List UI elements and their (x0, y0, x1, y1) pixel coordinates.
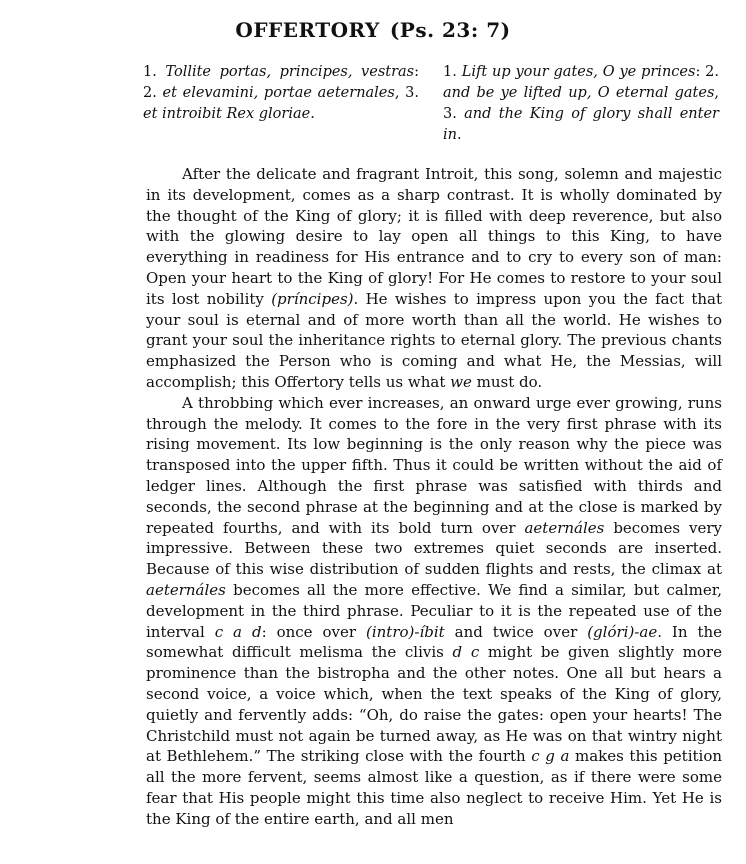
psalm-reference: (Ps. 23: 7) (389, 18, 511, 42)
p2-text-c: becomes very impressive. Between these two extremes quiet seconds are inserted. Because of this wise distribution of sudden flights and rests, the climax at (146, 518, 722, 579)
latin-verse-part-1: Tollite portas, principes, vestras (165, 64, 415, 80)
p2-text-i: and twice over (444, 622, 588, 641)
latin-verse-sep-2: , 3. (394, 85, 419, 101)
english-verse-part-3: and the King of glory shall enter in. (443, 106, 719, 143)
latin-verse-part-2: et elevamini, portae aeternales (162, 85, 395, 101)
p2-aeternales-1: aeternáles (524, 518, 605, 537)
p2-text-k: In the somewhat difficult melisma the clivis (146, 622, 723, 662)
p1-text-e: must do. (471, 372, 543, 391)
commentary-paragraph-2 (146, 393, 722, 830)
p1-text-c: He wishes to impress upon you the fact that your soul is eternal and of more worth than all the world. He wishes to grant your soul the inheritance rights to eternal glory. The previous chants emphasized the Person who is coming and what He, the Messias, will accomplish; this Offertory tells us what (146, 289, 722, 391)
english-verse-sep-1: : 2. (695, 64, 720, 80)
english-verse-column (443, 62, 719, 146)
p1-text-a: After the delicate and fragrant Introit, this song, solemn and majestic in its development, comes as a sharp contrast. It is wholly dominated by the thought of the King of glory; it is filled with deep reverence, but also with the glowing desire to lay open all things to this King, to have everything in readiness for His entrance and to cry to every son of man: Open your heart to the King of glory! For He comes to restore to your soul its lost nobility (146, 165, 722, 308)
english-verse-number: 1. (443, 64, 457, 80)
p2-text-a: A throbbing which ever increases, an onward urge ever growing, runs through the melody. It comes to the fore in the very first phrase with its rising movement. Its low beginning is the only reason why the piece was transposed into the upper fifth. Thus it could be written without the aid of ledger lines. Although the first phrase was satisfied with thirds and seconds, the second phrase at the beginning and at the close is marked by repeated fourths, and with its bold turn over (146, 393, 722, 537)
latin-verse-number: 1. (143, 64, 157, 80)
p1-we: we (450, 372, 472, 391)
p2-interval-cad: c a d (214, 622, 262, 641)
p2-text-m: might be given slightly more prominence than the bistropha and the other notes. One all but hears a second voice, a voice which, when the text speaks of the King of glory, quietly and fervently adds: “Oh, do raise the gates: open your hearts! The Christchild must not again be turned away, as He was on that wintry night at Bethlehem.” The striking close with the fourth (146, 643, 722, 766)
p2-text-g: : once over (261, 622, 366, 641)
english-verse-sep-2: , 3. (443, 85, 719, 122)
offertory-heading: OFFERTORY (235, 18, 380, 42)
p2-text-e: becomes all the more effective. We find a similar, but calmer, development in the third phrase. Peculiar to it is the repeated use of the interval (146, 580, 722, 641)
p2-text-o: makes this petition all the more fervent, seems almost like a question, as if there were some fear that His people might this time also neglect to receive Him. Yet He is the King of the entire earth, and all men (146, 747, 723, 828)
p2-gloriae: (glóri)-ae. (587, 622, 662, 641)
p2-fourth-cga: c g a (531, 747, 570, 766)
latin-verse-part-3: et introibit Rex gloriae. (143, 106, 315, 122)
english-verse-part-2: and be ye lifted up, O eternal gates (443, 85, 715, 101)
commentary-paragraph-1 (146, 164, 722, 393)
p2-introibit: (intro)-íbit (366, 622, 445, 641)
latin-verse-column (143, 62, 419, 125)
commentary-body (146, 164, 722, 830)
page-title (0, 18, 746, 42)
p2-clivis-dc: d c (452, 643, 480, 662)
english-verse-part-1: Lift up your gates, O ye princes (461, 64, 696, 80)
p1-principes: (príncipes). (271, 289, 359, 308)
p2-aeternales-2: aeternáles (146, 580, 226, 599)
latin-verse-sep-1: : 2. (143, 64, 420, 101)
